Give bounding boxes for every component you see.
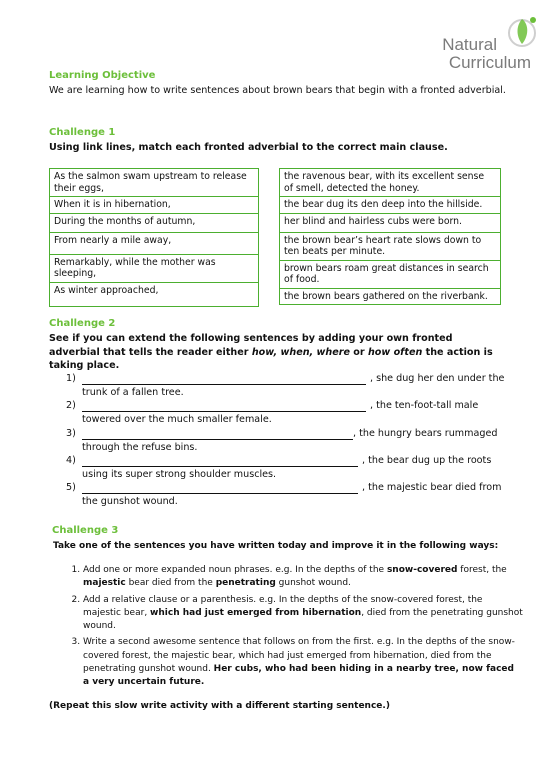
sentence-continuation: through the refuse bins. <box>82 442 198 453</box>
adverbial-cell[interactable]: When it is in hibernation, <box>50 197 259 214</box>
logo-word-curriculum: Curriculum <box>448 53 531 72</box>
repeat-note: (Repeat this slow write activity with a different starting sentence.) <box>49 701 390 711</box>
sentence-continuation: trunk of a fallen tree. <box>82 387 184 398</box>
natural-curriculum-logo <box>419 14 537 74</box>
sentence-continuation: using its super strong shoulder muscles. <box>82 469 277 480</box>
main-clause-cell[interactable]: brown bears roam great distances in search of food. <box>280 260 501 288</box>
improvement-item <box>83 564 523 591</box>
main-clauses-table <box>279 168 501 305</box>
instruction-text: See if you can extend the following sentences by adding your own fronted adverbial that tells the reader either <box>49 333 453 358</box>
instruction-text: the action is taking place. <box>49 346 493 371</box>
instruction-emphasis: how, when, where <box>251 346 350 358</box>
adverbial-cell[interactable]: During the months of autumn, <box>50 213 259 232</box>
sentence-continuation: towered over the much smaller female. <box>82 414 272 425</box>
item-number: 2) <box>66 400 76 411</box>
improvement-text: Add one or more expanded noun phrases. e.g. In the depths of the <box>83 565 387 575</box>
sentence-continuation: the gunshot wound. <box>82 496 178 507</box>
leaf-icon <box>507 14 537 52</box>
adverbial-cell[interactable]: Remarkably, while the mother was sleeping, <box>50 254 259 282</box>
logo-word-natural: Natural <box>442 35 497 54</box>
challenge2-title: Challenge 2 <box>49 318 116 329</box>
challenge1-instruction: Using link lines, match each fronted adverbial to the correct main clause. <box>49 142 448 153</box>
item-number: 1) <box>66 373 76 384</box>
challenge3-instruction: Take one of the sentences you have written today and improve it in the following ways: <box>53 541 499 551</box>
item-number: 3) <box>66 428 76 439</box>
fronted-adverbials-table <box>49 168 259 307</box>
item-number: 4) <box>66 455 76 466</box>
challenge3-title: Challenge 3 <box>52 525 119 536</box>
answer-line[interactable] <box>82 493 358 494</box>
challenge2-instruction <box>49 332 504 373</box>
improvement-item <box>83 594 523 634</box>
answer-line[interactable] <box>82 439 353 440</box>
item-number: 5) <box>66 482 76 493</box>
main-clause-cell[interactable]: the brown bear’s heart rate slows down to ten beats per minute. <box>280 232 501 260</box>
improvement-text: gunshot wound. <box>275 578 351 589</box>
sentence-tail: , the majestic bear died from <box>362 482 502 493</box>
answer-line[interactable] <box>82 466 358 467</box>
main-clause-cell[interactable]: her blind and hairless cubs were born. <box>280 213 501 232</box>
answer-line[interactable] <box>82 384 366 385</box>
improvement-item <box>83 636 523 689</box>
sentence-tail: , the ten-foot-tall male <box>370 400 479 411</box>
improvement-bold: majestic <box>83 578 126 589</box>
improvement-text: , died from the penetrating gunshot wound. <box>83 607 523 632</box>
answer-line[interactable] <box>82 411 366 412</box>
main-clause-cell[interactable]: the brown bears gathered on the riverbank. <box>280 288 501 305</box>
improvement-text: Add a relative clause or a parenthesis. e.g. In the depths of the snow-covered forest, the majestic bear, <box>83 594 483 618</box>
improvement-text: bear died from the <box>125 578 216 589</box>
challenge1-title: Challenge 1 <box>49 127 116 138</box>
improvement-text: Write a second awesome sentence that follows on from the first. e.g. In the depths of the snow-covered forest, the majestic bear, which had just emerged from hibernation, died from the penetrating gunshot wound. <box>83 637 515 675</box>
improvement-bold: penetrating <box>215 578 276 589</box>
improvement-list <box>66 564 523 693</box>
adverbial-cell[interactable]: As winter approached, <box>50 282 259 306</box>
instruction-emphasis: how often <box>367 346 423 358</box>
learning-objective-text: We are learning how to write sentences about brown bears that begin with a fronted adverbial. <box>49 85 506 96</box>
main-clause-cell[interactable]: the ravenous bear, with its excellent sense of smell, detected the honey. <box>280 169 501 197</box>
learning-objective-title: Learning Objective <box>49 70 156 81</box>
improvement-bold: which had just emerged from hibernation <box>150 607 362 618</box>
improvement-bold: snow-covered <box>386 565 458 575</box>
improvement-text: forest, the <box>457 565 507 575</box>
adverbial-cell[interactable]: As the salmon swam upstream to release their eggs, <box>50 169 259 197</box>
sentence-tail: , she dug her den under the <box>370 373 505 384</box>
sentence-tail: , the hungry bears rummaged <box>353 428 498 439</box>
sentence-tail: , the bear dug up the roots <box>362 455 492 466</box>
instruction-text: or <box>349 346 368 358</box>
improvement-bold: Her cubs, who had been hiding in a nearby tree, now faced a very uncertain future. <box>83 664 514 688</box>
adverbial-cell[interactable]: From nearly a mile away, <box>50 232 259 254</box>
main-clause-cell[interactable]: the bear dug its den deep into the hillside. <box>280 197 501 214</box>
